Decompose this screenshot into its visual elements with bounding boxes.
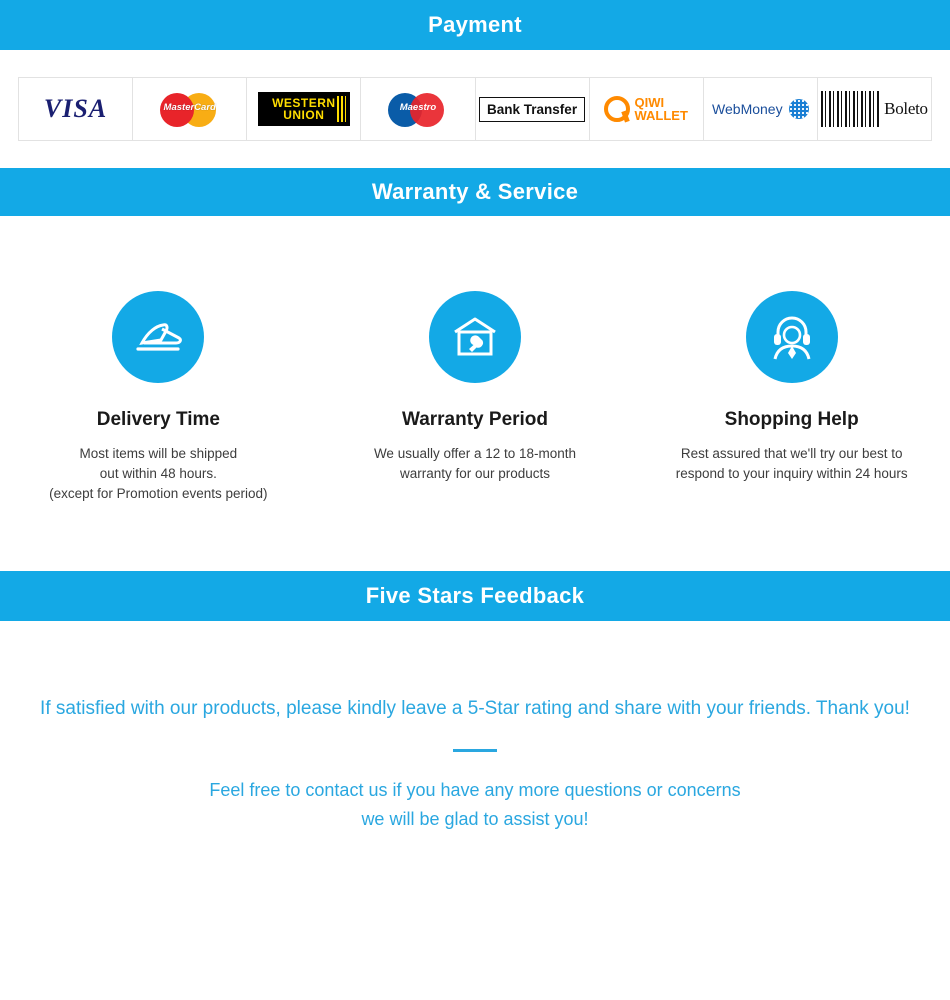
qiwi-line1: QIWI [634, 95, 665, 110]
service-column-delivery-time [0, 291, 317, 504]
payment-method-western-union [247, 78, 361, 140]
service-column-warranty-period [317, 291, 634, 504]
service-text: Most items will be shipped out within 48 hours. (except for Promotion events period) [49, 446, 268, 501]
western-union-logo [258, 92, 350, 126]
bank-transfer-logo: Bank Transfer [479, 97, 585, 122]
warranty-section-banner: Warranty & Service [0, 168, 950, 216]
service-text: We usually offer a 12 to 18-month warranty for our products [373, 446, 577, 481]
mastercard-label: MasterCard [163, 102, 216, 113]
maestro-label: Maestro [399, 102, 437, 113]
visa-logo: VISA [43, 94, 108, 123]
maestro-logo [381, 89, 455, 129]
boleto-barcode-icon [821, 91, 881, 127]
warranty-wrench-icon [429, 291, 521, 383]
payment-methods-row [18, 77, 932, 141]
payment-method-webmoney [704, 78, 818, 140]
payment-methods-strip [0, 50, 950, 168]
boleto-label: Boleto [884, 99, 928, 118]
webmoney-logo [712, 99, 809, 119]
feedback-main-text: If satisfied with our products, please kindly leave a 5-Star rating and share with your friends. Thank you! [40, 698, 910, 719]
service-title: Delivery Time [96, 409, 220, 430]
payment-section-banner: Payment [0, 0, 950, 50]
warranty-service-body [0, 216, 950, 571]
qiwi-label [634, 96, 687, 122]
service-column-shopping-help [633, 291, 950, 504]
headset-support-icon [746, 291, 838, 383]
western-union-line1: WESTERN [272, 96, 336, 110]
payment-method-qiwi-wallet [590, 78, 704, 140]
service-columns [0, 291, 950, 504]
western-union-line2: UNION [283, 108, 325, 122]
webmoney-label: WebMoney [712, 101, 783, 117]
service-title: Shopping Help [724, 409, 859, 430]
payment-method-boleto [818, 78, 931, 140]
qiwi-line2: WALLET [634, 108, 688, 123]
service-text: Rest assured that we'll try our best to respond to your inquiry within 24 hours [675, 446, 908, 481]
feedback-sub-text: Feel free to contact us if you have any more questions or concerns we will be glad to assist you! [209, 780, 741, 829]
payment-method-bank-transfer [476, 78, 590, 140]
payment-method-maestro [361, 78, 475, 140]
mastercard-logo [153, 89, 227, 129]
feedback-section-banner: Five Stars Feedback [0, 571, 950, 621]
service-title: Warranty Period [401, 409, 549, 430]
webmoney-globe-icon [789, 99, 809, 119]
boleto-logo [821, 91, 928, 127]
qiwi-logo [604, 96, 687, 122]
payment-method-visa [19, 78, 133, 140]
western-union-bars-icon [337, 96, 346, 122]
payment-method-mastercard [133, 78, 247, 140]
feedback-body [0, 621, 950, 834]
qiwi-q-icon [604, 96, 630, 122]
airplane-icon [112, 291, 204, 383]
feedback-divider [453, 749, 497, 752]
